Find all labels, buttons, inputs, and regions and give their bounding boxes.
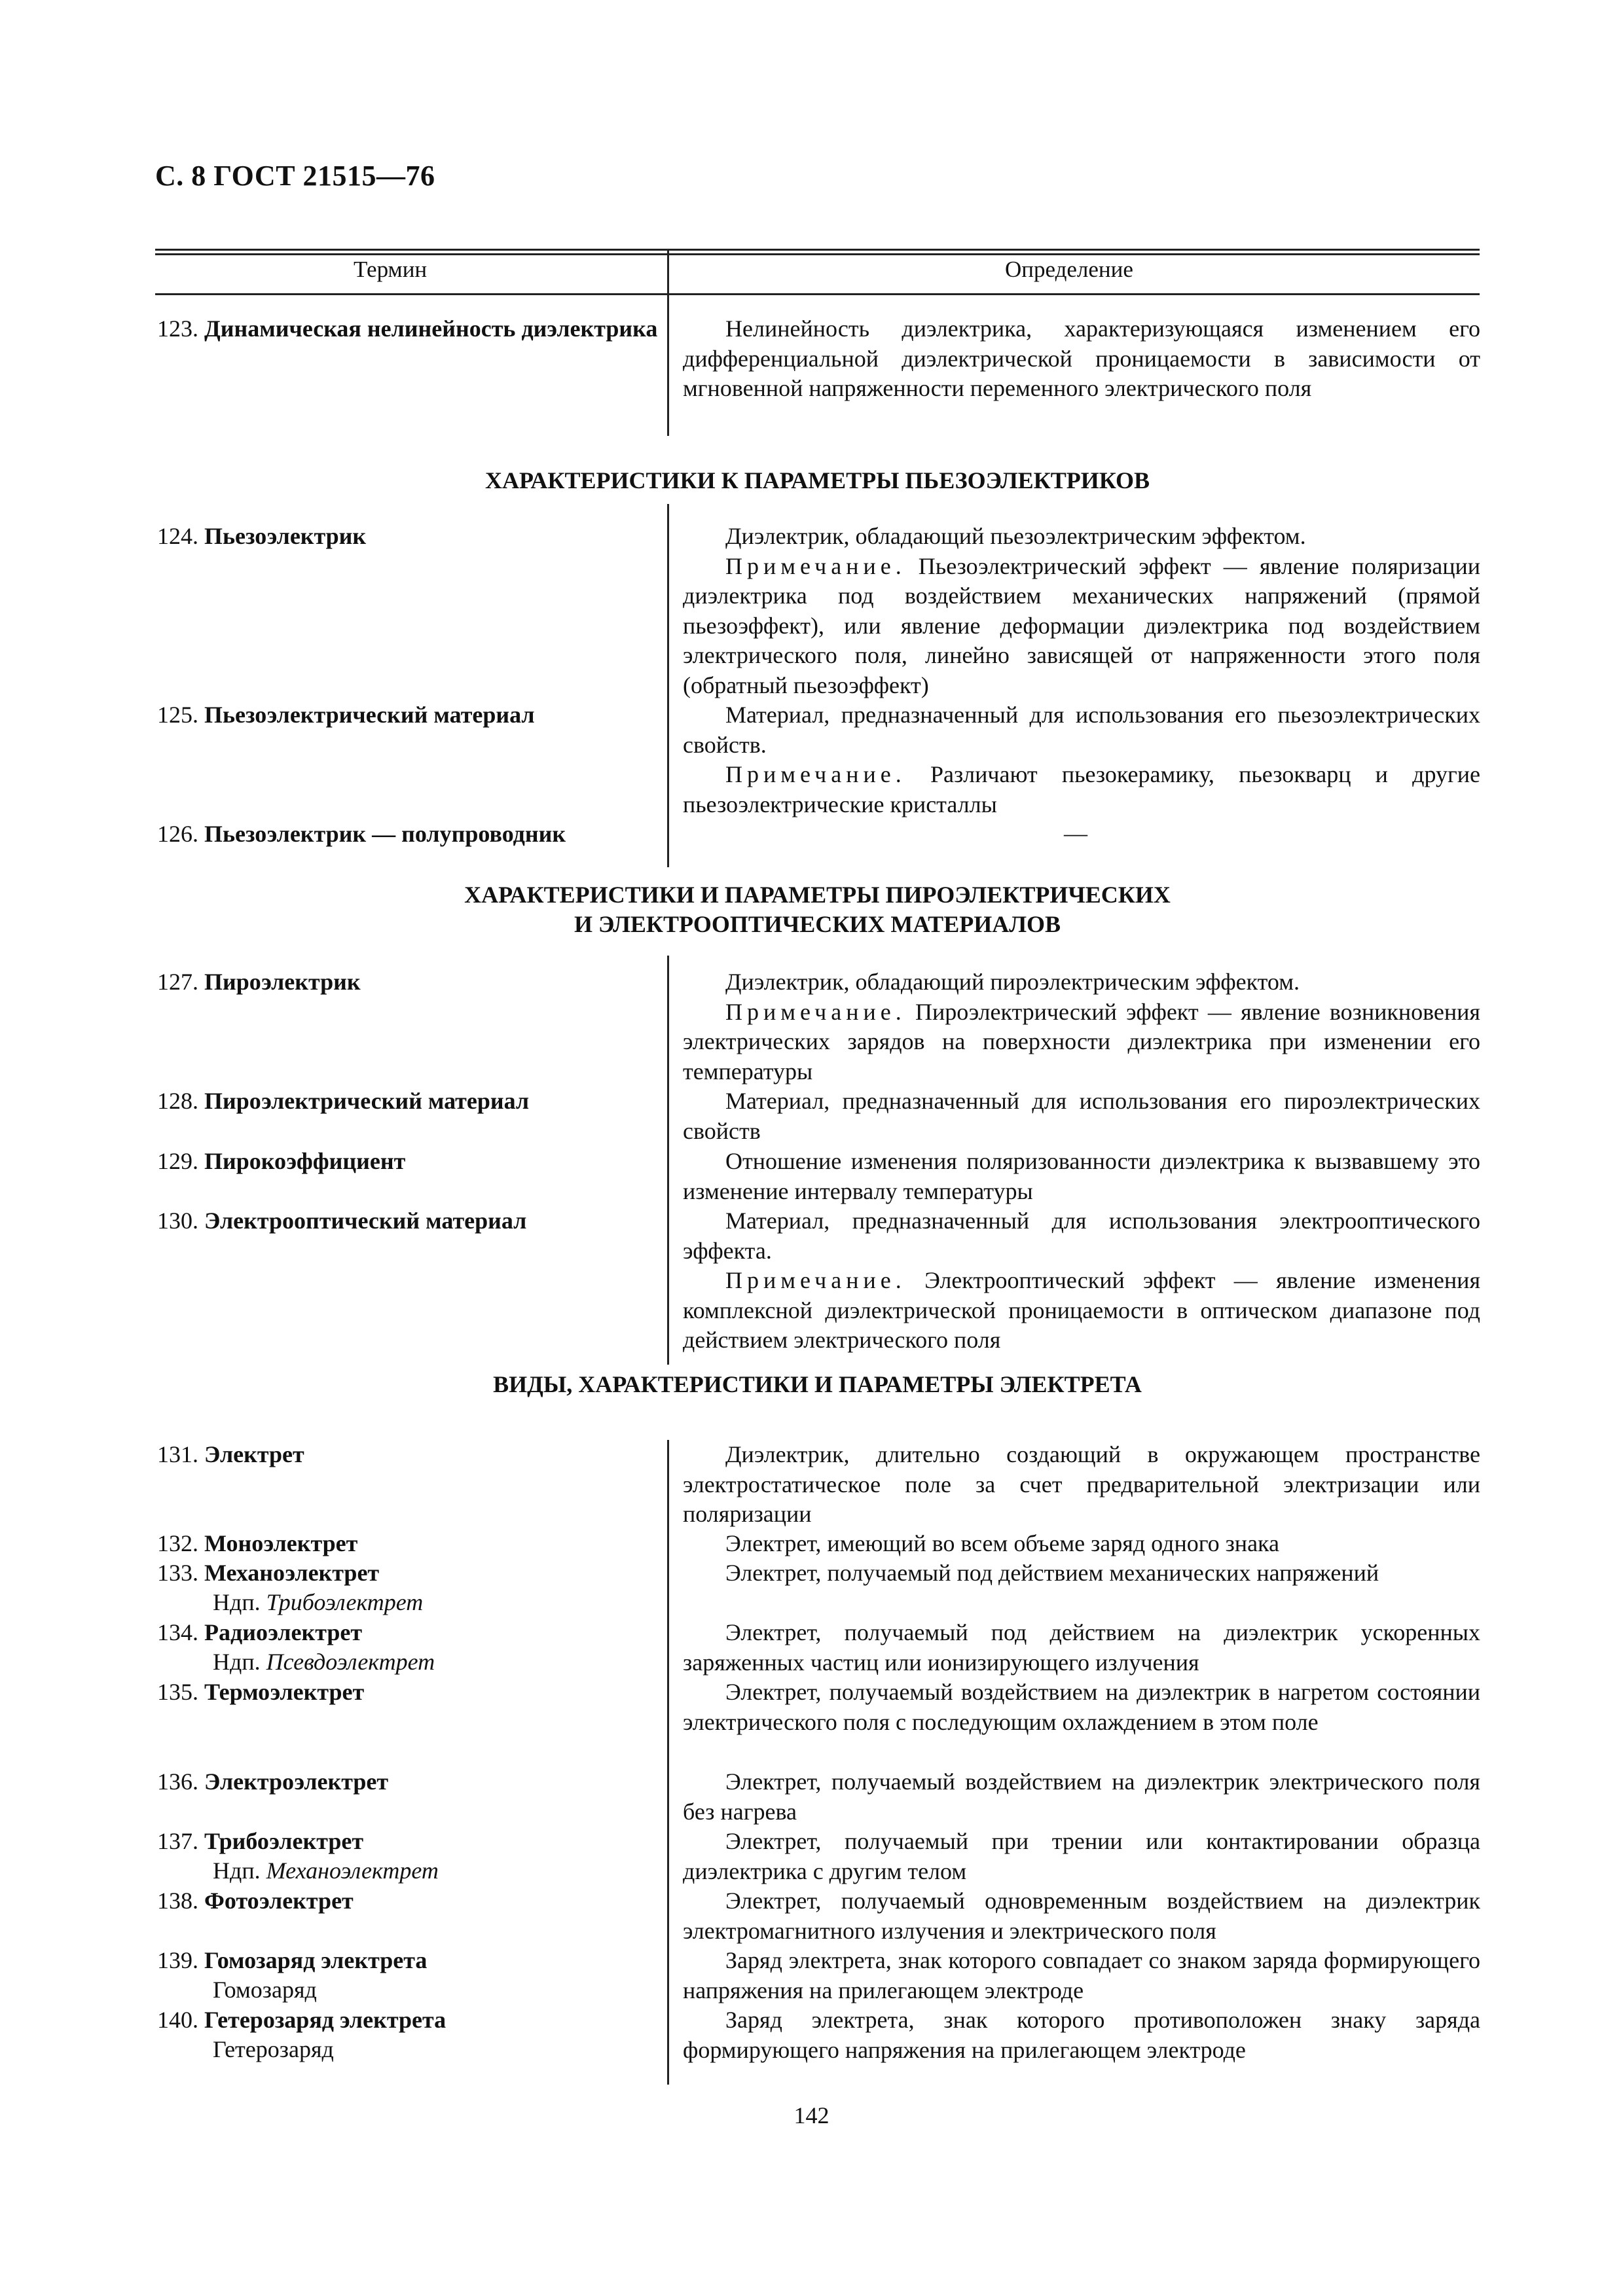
term-138: 138. Фотоэлектрет [157, 1888, 354, 1914]
term-133: 133. Механоэлектрет Ндп. Трибоэлектрет [157, 1560, 424, 1615]
column-divider [667, 504, 669, 867]
term-128: 128. Пироэлектрический материал [157, 1088, 530, 1114]
definition-125: Материал, предназначенный для использования его пьезоэлектрических свойств. Примечание. Различают пьезокерамику, пьезокварц и другие пьезоэлектрические кристаллы [683, 702, 1480, 817]
term-135: 135. Термоэлектрет [157, 1679, 365, 1705]
column-divider [667, 956, 669, 1365]
column-divider [667, 251, 669, 436]
definition-137: Электрет, получаемый при трении или контактировании образца диэлектрика с другим телом [683, 1828, 1480, 1884]
definition-135: Электрет, получаемый воздействием на диэлектрик в нагретом состоянии электрического поля с последующим охлаждением в этом поле [683, 1679, 1480, 1735]
definition-136: Электрет, получаемый воздействием на диэлектрик электрического поля без нагрева [683, 1768, 1480, 1825]
term-126: 126. Пьезоэлектрик — полупроводник [157, 821, 566, 847]
definition-132: Электрет, имеющий во всем объеме заряд одного знака [725, 1530, 1279, 1556]
note-label: Примечание. [725, 552, 906, 579]
section-title: ХАРАКТЕРИСТИКИ И ПАРАМЕТРЫ ПИРОЭЛЕКТРИЧЕСКИХ И ЭЛЕКТРООПТИЧЕСКИХ МАТЕРИАЛОВ [464, 882, 1171, 937]
definition-127: Диэлектрик, обладающий пироэлектрическим эффектом. Примечание. Пироэлектрический эффект — явление возникновения электрических зарядов на поверхности диэлектрика при изменении его температуры [683, 969, 1480, 1085]
definition-124: Диэлектрик, обладающий пьезоэлектрическим эффектом. Примечание. Пьезоэлектрический эффект — явление поляризации диэлектрика под воздействием механических напряжений (прямой пьезоэффект), или явление деформации диэлектрика под воздействием электрического поля, линейно зависящей от напряженности этого поля (обратный пьезоэффект) [683, 523, 1481, 698]
term-123: 123. Динамическая нелинейность диэлектрика [157, 315, 658, 342]
term-136: 136. Электроэлектрет [157, 1768, 389, 1795]
definition-133: Электрет, получаемый под действием механических напряжений [725, 1560, 1379, 1586]
term-137: 137. Трибоэлектрет Ндп. Механоэлектрет [157, 1828, 439, 1884]
page-number: 142 [793, 2102, 830, 2128]
term-125: 125. Пьезоэлектрический материал [157, 702, 535, 728]
note-label: Примечание. [725, 761, 906, 787]
section-title: ХАРАКТЕРИСТИКИ К ПАРАМЕТРЫ ПЬЕЗОЭЛЕКТРИКОВ [484, 467, 1150, 493]
column-divider [667, 1440, 669, 2085]
definition-128: Материал, предназначенный для использования его пироэлектрических свойств [683, 1088, 1480, 1144]
definition-123: Нелинейность диэлектрика, характеризующаяся изменением его дифференциальной диэлектрической проницаемости в зависимости от мгновенной напряженности переменного электрического поля [683, 315, 1480, 401]
column-header-term: Термин [354, 257, 428, 282]
definition-126: — [1064, 820, 1087, 846]
definition-140: Заряд электрета, знак которого противоположен знаку заряда формирующего напряжения на прилегающем электроде [683, 2007, 1480, 2063]
definition-131: Диэлектрик, длительно создающий в окружающем пространстве электростатическое поле за счет предварительной электризации или поляризации [683, 1441, 1480, 1527]
term-140: 140. Гетерозаряд электрета Гетерозаряд [157, 2007, 447, 2062]
section-title: ВИДЫ, ХАРАКТЕРИСТИКИ И ПАРАМЕТРЫ ЭЛЕКТРЕТА [493, 1371, 1142, 1397]
definition-139: Заряд электрета, знак которого совпадает со знаком заряда формирующего напряжения на прилегающем электроде [683, 1947, 1480, 2003]
definition-129: Отношение изменения поляризованности диэлектрика к вызвавшему это изменение интервалу температуры [683, 1148, 1480, 1204]
column-header-definition: Определение [1005, 257, 1133, 282]
table-top-rule [155, 249, 1480, 251]
term-132: 132. Моноэлектрет [157, 1530, 358, 1556]
definition-138: Электрет, получаемый одновременным воздействием на диэлектрик электромагнитного излучения и электрического поля [683, 1888, 1480, 1944]
table-header-rule [155, 293, 1480, 295]
note-label: Примечание. [725, 998, 906, 1025]
table-top-rule-2 [155, 253, 1480, 255]
definition-134: Электрет, получаемый под действием на диэлектрик ускоренных заряженных частиц или ионизирующего излучения [683, 1619, 1480, 1676]
definition-130: Материал, предназначенный для использования электрооптического эффекта. Примечание. Электрооптический эффект — явление изменения комплексной диэлектрической проницаемости в оптическом диапазоне под действием электрического поля [683, 1208, 1481, 1353]
term-127: 127. Пироэлектрик [157, 969, 361, 995]
page-header: С. 8 ГОСТ 21515—76 [155, 160, 435, 192]
term-139: 139. Гомозаряд электрета Гомозаряд [157, 1947, 428, 2003]
term-130: 130. Электрооптический материал [157, 1208, 527, 1234]
note-label: Примечание. [725, 1267, 906, 1293]
term-131: 131. Электрет [157, 1441, 304, 1467]
term-134: 134. Радиоэлектрет Ндп. Псевдоэлектрет [157, 1619, 435, 1675]
term-124: 124. Пьезоэлектрик [157, 523, 367, 549]
term-129: 129. Пирокоэффициент [157, 1148, 406, 1174]
